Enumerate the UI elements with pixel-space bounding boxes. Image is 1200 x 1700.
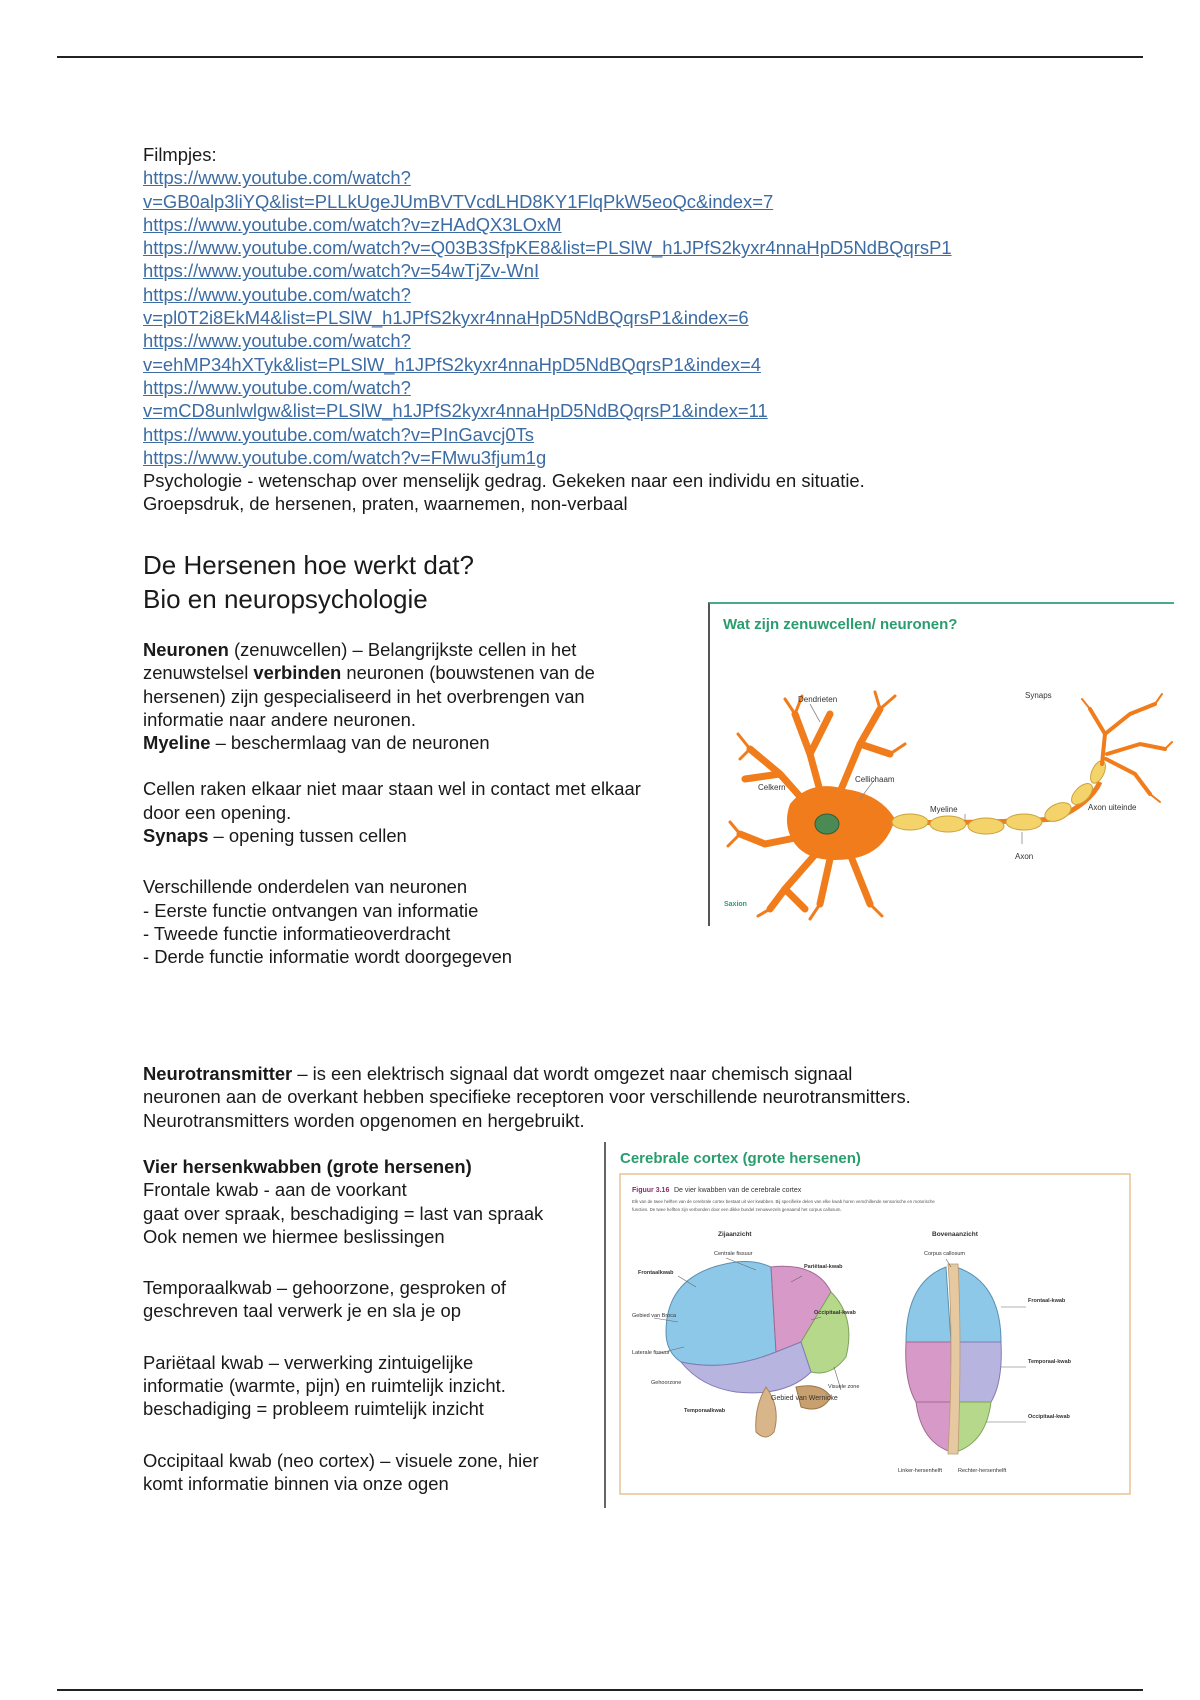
cortex-illustration xyxy=(606,1142,1142,1508)
label-parietaalkwab: Pariëtaal-kwab xyxy=(804,1264,843,1270)
caption-body: functies. De twee helften zijn verbonden door een dikke bundel zenuwvezels genaamd het corpus callosum. xyxy=(632,1207,842,1212)
label-broca: Gebied van Broca xyxy=(632,1313,677,1319)
label-axon-uiteinde: Axon uiteinde xyxy=(1088,803,1137,812)
cortex-figure-title: Cerebrale cortex (grote hersenen) xyxy=(620,1150,861,1167)
onderdelen-line: - Derde functie informatie wordt doorgegeven xyxy=(143,946,513,968)
label-bovenaanzicht: Bovenaanzicht xyxy=(932,1231,978,1238)
video-link[interactable]: https://www.youtube.com/watch?v=PInGavcj0Ts xyxy=(143,423,534,445)
label-visuele-zone: Visuele zone xyxy=(828,1384,860,1390)
label-frontaal-kwab: Frontaal-kwab xyxy=(1028,1298,1066,1304)
video-link[interactable]: https://www.youtube.com/watch? xyxy=(143,167,411,189)
video-link[interactable]: v=mCD8unlwlgw&list=PLSlW_h1JPfS2kyxr4nnaHpD5NdBQqrsP1&index=11 xyxy=(143,400,768,422)
bottom-rule xyxy=(57,1689,1143,1691)
video-link[interactable]: https://www.youtube.com/watch? xyxy=(143,283,411,305)
kwabben-section: Vier hersenkwabben (grote hersenen) Frontale kwab - aan de voorkant gaat over spraak, beschadiging = last van spraak Ook nemen we hiermee beslissingen Temporaalkwab – gehoorzone, gesproken of geschreven taal verwerk je en sla je op Pariëtaal kwab – verwerking zintuigelijke informatie (warmte, pijn) en ruimtelijk inzicht. beschadiging = probleem ruimtelijk inzicht Occipitaal kwab (neo cortex) – visuele zone, hier komt informatie binnen via onze ogen xyxy=(143,1156,544,1494)
contact-line: door een opening. xyxy=(143,801,292,823)
label-centrale-fissuur: Centrale fissuur xyxy=(714,1251,753,1257)
contact-line: Cellen raken elkaar niet maar staan wel in contact met elkaar xyxy=(143,778,641,800)
label-axon: Axon xyxy=(1015,852,1034,861)
neuronen-term: Neuronen xyxy=(143,639,229,660)
label-occipitaalkwab: Occipitaal-kwab xyxy=(814,1310,856,1316)
label-celkern: Celkern xyxy=(758,783,786,792)
neuron-figure xyxy=(708,602,1174,926)
caption-title: De vier kwabben van de cerebrale cortex xyxy=(674,1187,802,1194)
neuronen-line: informatie naar andere neuronen. xyxy=(143,708,416,730)
label-linker-hersenhelft: Linker-hersenhelft xyxy=(898,1468,943,1474)
section-heading xyxy=(143,548,474,616)
video-link[interactable]: v=ehMP34hXTyk&list=PLSlW_h1JPfS2kyxr4nnaHpD5NdBQqrsP1&index=4 xyxy=(143,353,761,375)
kwabben-heading: Vier hersenkwabben (grote hersenen) xyxy=(143,1156,472,1177)
neuron-illustration xyxy=(710,604,1174,926)
label-dendrieten: Dendrieten xyxy=(798,695,838,704)
intro-line: Groepsdruk, de hersenen, praten, waarnemen, non-verbaal xyxy=(143,493,628,515)
filmpjes-label: Filmpjes: xyxy=(143,144,217,165)
video-link[interactable]: https://www.youtube.com/watch?v=zHAdQX3LOxM xyxy=(143,213,562,235)
top-rule xyxy=(57,56,1143,58)
intro-line: Psychologie - wetenschap over menselijk gedrag. Gekeken naar een individu en situatie. xyxy=(143,470,865,492)
label-temporaalkwab: Temporaalkwab xyxy=(684,1408,726,1414)
onderdelen-line: - Eerste functie ontvangen van informatie xyxy=(143,899,479,921)
neurotransmitter-section: Neurotransmitter – is een elektrisch signaal dat wordt omgezet naar chemisch signaal neuronen aan de overkant hebben specifieke receptoren voor verschillende neurotransmitters. Neurotransmitters worden opgenomen en hergebruikt. xyxy=(143,1063,911,1131)
label-rechter-hersenhelft: Rechter-hersenhelft xyxy=(958,1468,1007,1474)
label-laterale-fissuur: Laterale fissuur xyxy=(632,1350,670,1356)
cortex-figure xyxy=(604,1142,1142,1508)
label-cellichaam: Cellichaam xyxy=(855,775,895,784)
myeline-line: Myeline – beschermlaag van de neuronen xyxy=(143,732,490,754)
caption-num: Figuur 3.16 xyxy=(632,1187,670,1194)
top-brain xyxy=(906,1264,1002,1454)
label-occipitaal-kwab: Occipitaal-kwab xyxy=(1028,1414,1070,1420)
neuronen-line: hersenen) zijn gespecialiseerd in het overbrengen van xyxy=(143,685,585,707)
label-myeline: Myeline xyxy=(930,805,958,814)
onderdelen-line: - Tweede functie informatieoverdracht xyxy=(143,922,451,944)
video-link[interactable]: https://www.youtube.com/watch? xyxy=(143,330,411,352)
neuronen-line: Neuronen (zenuwcellen) – Belangrijkste cellen in het xyxy=(143,639,577,660)
neurotransmitter-term: Neurotransmitter xyxy=(143,1063,293,1084)
neuronen-section xyxy=(143,638,641,969)
label-temporaal-kwab: Temporaal-kwab xyxy=(1028,1359,1071,1365)
label-frontaalkwab: Frontaalkwab xyxy=(638,1270,674,1276)
label-synaps: Synaps xyxy=(1025,691,1052,700)
onderdelen-line: Verschillende onderdelen van neuronen xyxy=(143,876,468,898)
links-block xyxy=(143,143,952,516)
video-link[interactable]: v=pl0T2i8EkM4&list=PLSlW_h1JPfS2kyxr4nnaHpD5NdBQqrsP1&index=6 xyxy=(143,307,749,329)
synaps-line: Synaps – opening tussen cellen xyxy=(143,825,407,847)
heading-subtitle: Bio en neuropsychologie xyxy=(143,584,428,614)
heading-title: De Hersenen hoe werkt dat? xyxy=(143,550,474,580)
label-gehoorzone: Gehoorzone xyxy=(651,1380,682,1386)
caption-body: Elk van de twee helften van de cerebrale cortex bestaat uit vier kwabben. Bij specifieke delen van elke kwab horen verschillende sensorische en motorische xyxy=(632,1199,935,1204)
neuron-figure-title: Wat zijn zenuwcellen/ neuronen? xyxy=(723,616,958,633)
label-wernicke: Gebied van Wernicke xyxy=(771,1395,838,1402)
saxion-logo: Saxion xyxy=(724,901,747,908)
label-zijaanzicht: Zijaanzicht xyxy=(718,1231,752,1238)
video-link[interactable]: v=GB0alp3liYQ&list=PLLkUgeJUmBVTVcdLHD8KY1FlqPkW5eoQc&index=7 xyxy=(143,190,774,212)
label-corpus-callosum: Corpus callosum xyxy=(924,1251,965,1257)
video-link[interactable]: https://www.youtube.com/watch?v=Q03B3SfpKE8&list=PLSlW_h1JPfS2kyxr4nnaHpD5NdBQqrsP1 xyxy=(143,237,952,259)
video-link[interactable]: https://www.youtube.com/watch?v=FMwu3fjum1g xyxy=(143,446,547,468)
video-link[interactable]: https://www.youtube.com/watch?v=54wTjZv-WnI xyxy=(143,260,540,282)
neuronen-line: zenuwstelsel verbinden neuronen (bouwstenen van de xyxy=(143,662,595,684)
video-link[interactable]: https://www.youtube.com/watch? xyxy=(143,376,411,398)
